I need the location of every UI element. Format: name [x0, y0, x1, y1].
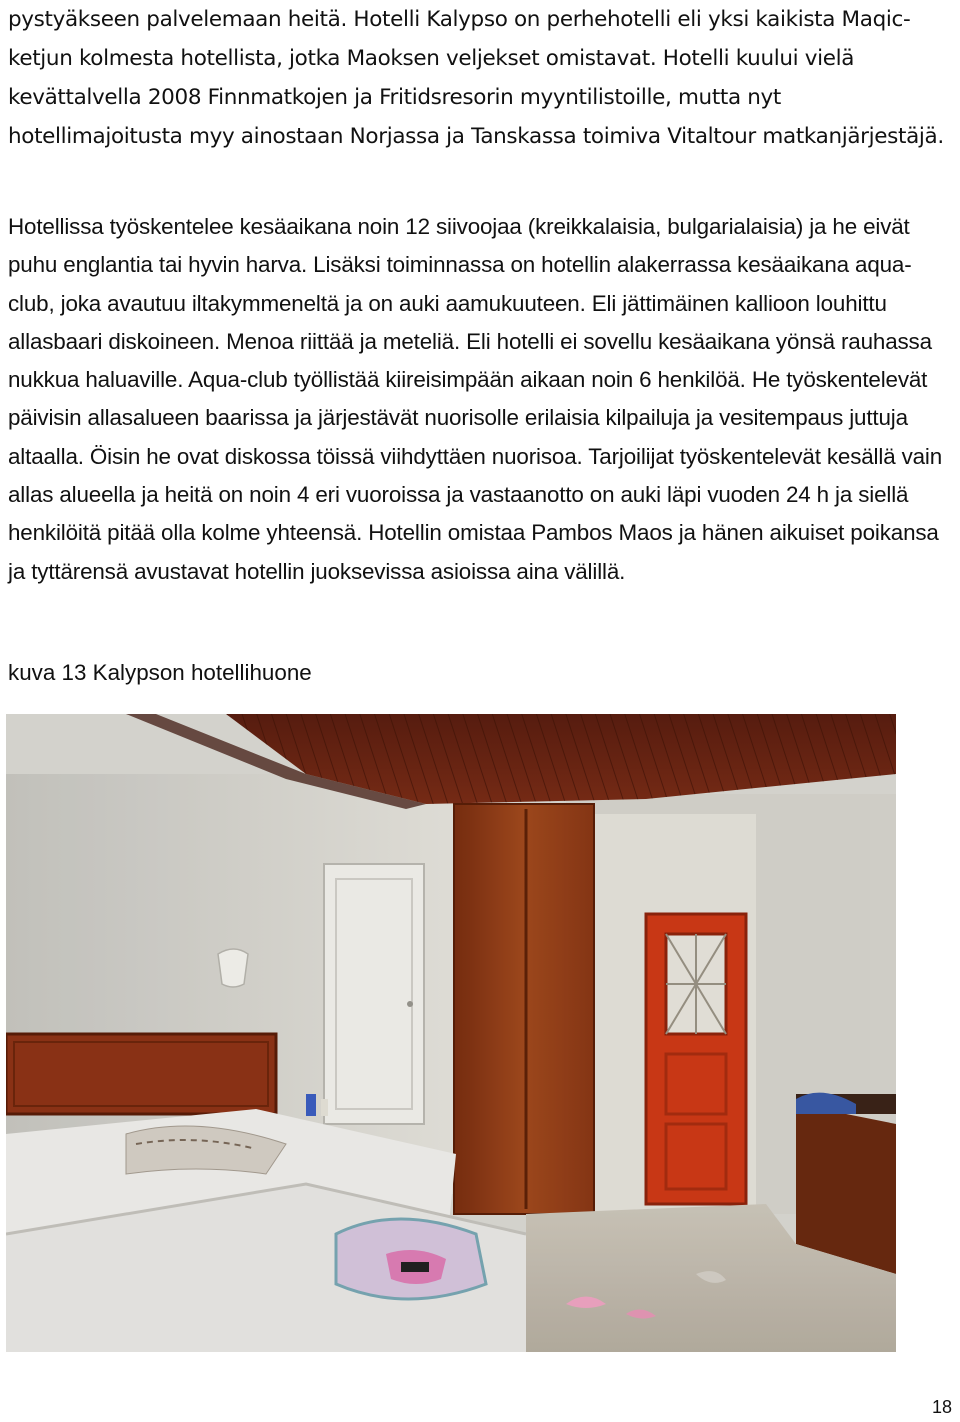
figure-caption: kuva 13 Kalypson hotellihuone	[8, 660, 312, 685]
body-paragraph-2: Hotellissa työskentelee kesäaikana noin 12 siivoojaa (kreikkalaisia, bulgarialaisia) ja he eivät puhu englantia tai hyvin harva. Lisäksi toiminnassa on hotellin alakerrassa kesäaikana aqua-club, joka avautuu iltakymmeneltä ja on auki aamukuuteen. Eli jättimäinen kallioon louhittu allasbaari diskoineen. Menoa riittää ja meteliä. Eli hotelli ei sovellu kesäaikana yönsä rauhassa nukkua haluaville. Aqua-club työllistää kiireisimpään aikaan noin 6 henkilöä. He työskentelevät päivisin allasalueen baarissa ja järjestävät nuorisolle erilaisia kilpailuja ja vesitempaus juttuja altaalla. Öisin he ovat diskossa töissä viihdyttäen nuorisoa. Tarjoilijat työskentelevät kesällä vain allas alueella ja heitä on noin 4 eri vuoroissa ja vastaanotto on auki läpi vuoden 24 h ja siellä henkilöitä pitää olla kolme yhteensä. Hotellin omistaa Pambos Maos ja hänen aikuiset poikansa ja tyttärensä avustavat hotellin juoksevissa asioissa aina välillä.	[8, 214, 943, 584]
hotel-room-photo	[6, 714, 896, 1352]
page-number: 18	[931, 1397, 952, 1417]
body-paragraph-1: pystyäkseen palvelemaan heitä. Hotelli Kalypso on perhehotelli eli yksi kaikista Maqic-ketjun kolmesta hotellista, jotka Maoksen veljekset omistavat. Hotelli kuului vielä kevättalvella 2008 Finnmatkojen ja Fritidsresorin myyntilistoille, mutta nyt hotellimajoitusta myy ainostaan Norjassa ja Tanskassa toimiva Vitaltour matkanjärjestäjä.	[8, 7, 944, 149]
